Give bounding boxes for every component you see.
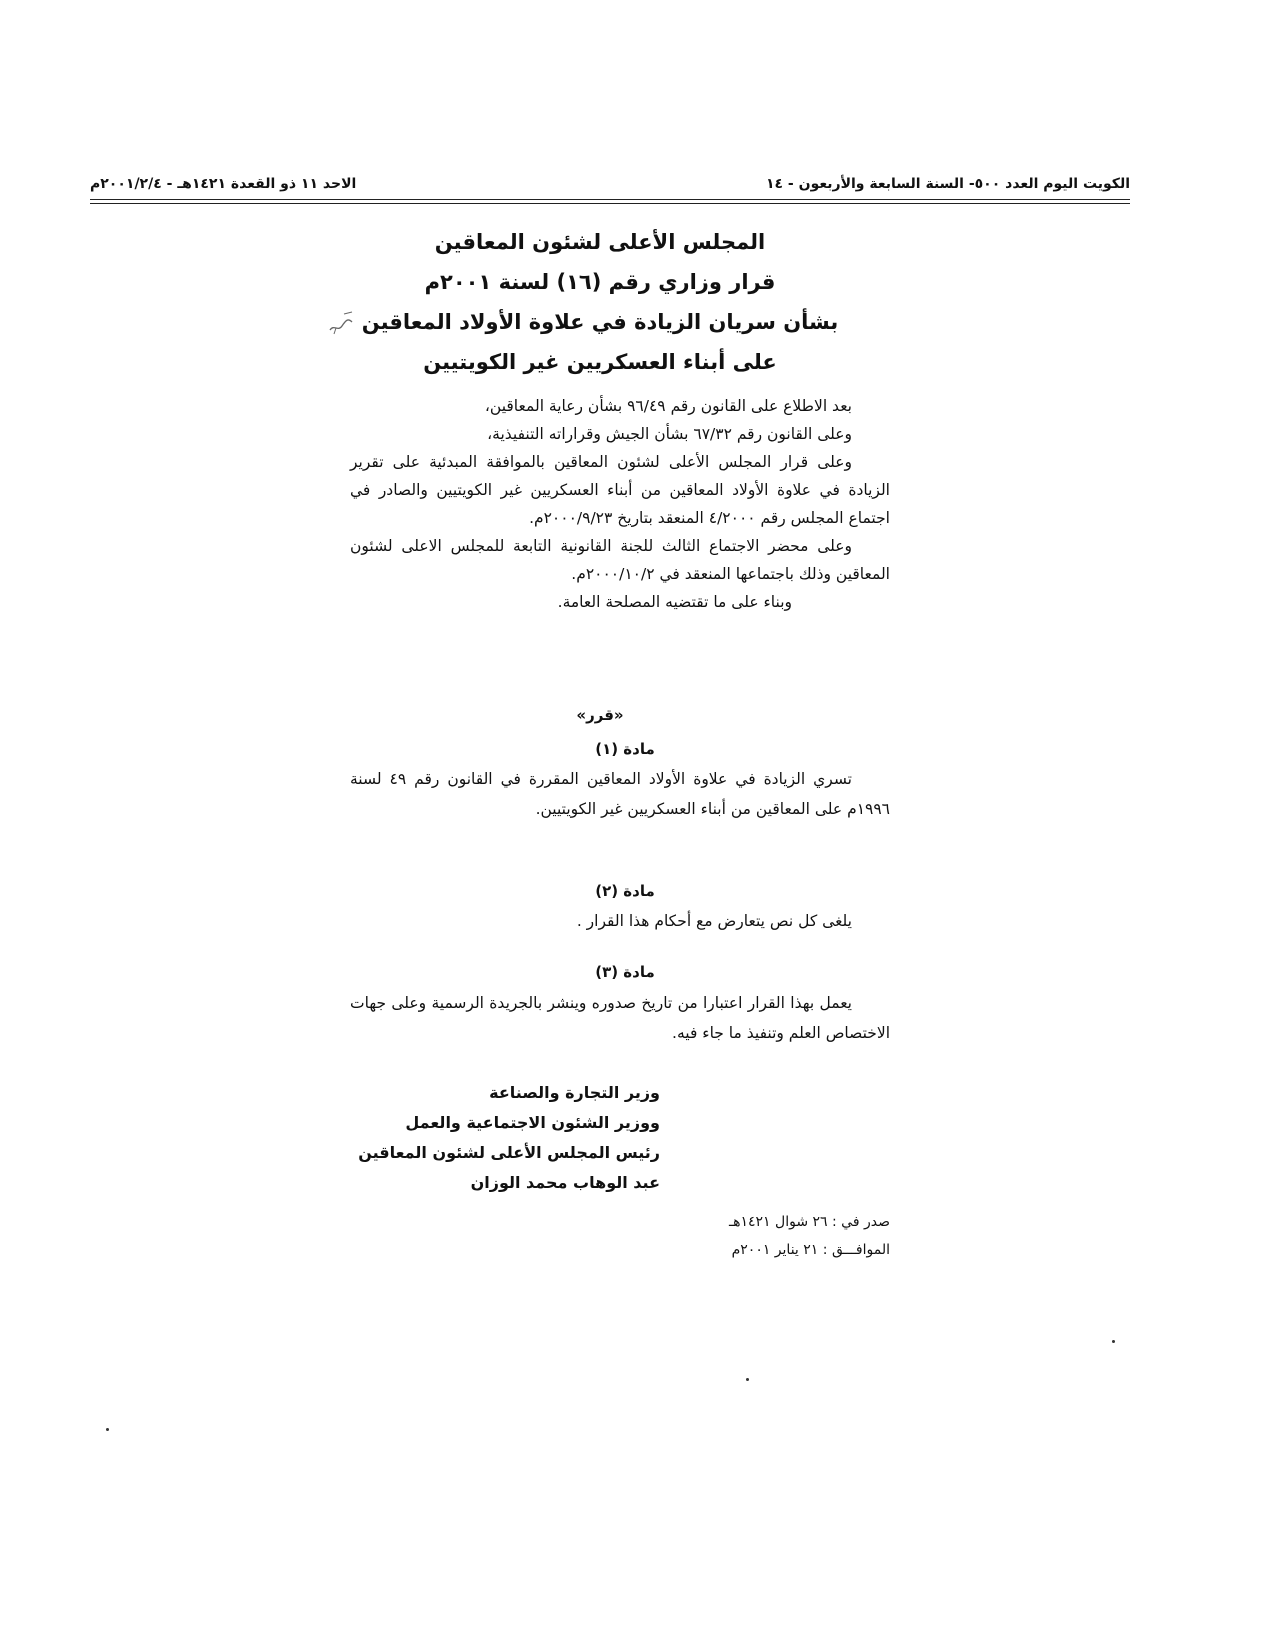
article-2-text: يلغى كل نص يتعارض مع أحكام هذا القرار . xyxy=(576,912,852,930)
article-2-body xyxy=(350,906,890,936)
header-rule-bottom xyxy=(90,203,1130,204)
preamble-paragraph: وعلى قرار المجلس الأعلى لشئون المعاقين بالموافقة المبدئية على تقرير الزيادة في علاوة الأولاد المعاقين من أبناء العسكريين غير الكويتيين والصادر في اجتماع المجلس رقم ٤/٢٠٠٠ المنعقد بتاريخ ٢٠٠٠/٩/٢٣م. xyxy=(350,453,890,527)
decree-number: قرار وزاري رقم (١٦) لسنة ٢٠٠١م xyxy=(424,270,776,294)
signature-block xyxy=(358,1078,660,1198)
article-1-body xyxy=(350,764,890,824)
article-3-body xyxy=(350,988,890,1048)
council-name: المجلس الأعلى لشئون المعاقين xyxy=(434,230,766,254)
scan-speck xyxy=(746,1378,749,1381)
header-rule-top xyxy=(90,199,1130,200)
article-3-heading: مادة (٣) xyxy=(595,963,655,981)
article-1-text: تسري الزيادة في علاوة الأولاد المعاقين المقررة في القانون رقم ٤٩ لسنة ١٩٩٦م على المعاقين من أبناء العسكريين غير الكويتيين. xyxy=(350,770,890,818)
article-3-text: يعمل بهذا القرار اعتبارا من تاريخ صدوره وينشر بالجريدة الرسمية وعلى جهات الاختصاص العلم وتنفيذ ما جاء فيه. xyxy=(350,994,890,1042)
handwritten-mark-icon xyxy=(326,308,356,338)
decree-subject-continued: على أبناء العسكريين غير الكويتيين xyxy=(423,350,777,374)
gazette-issue: الكويت اليوم العدد ٥٠٠- السنة السابعة والأربعون - ١٤ xyxy=(765,176,1130,192)
scan-speck xyxy=(1112,1340,1115,1343)
decided-heading: «قرر» xyxy=(576,706,624,724)
gazette-header xyxy=(90,176,1130,206)
decree-subject: بشأن سريان الزيادة في علاوة الأولاد المعاقين xyxy=(361,310,839,334)
gazette-date: الاحد ١١ ذو القعدة ١٤٢١هـ - ٢٠٠١/٢/٤م xyxy=(90,176,357,192)
article-2-heading: مادة (٢) xyxy=(595,882,655,900)
preamble-paragraph: وبناء على ما تقتضيه المصلحة العامة. xyxy=(557,593,792,611)
preamble-paragraph: وعلى القانون رقم ٦٧/٣٢ بشأن الجيش وقراراته التنفيذية، xyxy=(487,425,852,443)
preamble xyxy=(350,392,890,616)
signatory-title-2: ووزير الشئون الاجتماعية والعمل xyxy=(405,1113,660,1132)
article-1-heading: مادة (١) xyxy=(595,740,655,758)
issued-gregorian-date: الموافـــق : ٢١ يناير ٢٠٠١م xyxy=(731,1242,890,1258)
issue-dates xyxy=(660,1208,890,1264)
decree-title-block xyxy=(300,222,900,382)
preamble-paragraph: وعلى محضر الاجتماع الثالث للجنة القانونية التابعة للمجلس الاعلى لشئون المعاقين وذلك باجتماعها المنعقد في ٢٠٠٠/١٠/٢م. xyxy=(350,537,890,583)
signatory-title-1: وزير التجارة والصناعة xyxy=(489,1083,660,1102)
preamble-paragraph: بعد الاطلاع على القانون رقم ٩٦/٤٩ بشأن رعاية المعاقين، xyxy=(484,397,852,415)
signatory-name: عبد الوهاب محمد الوزان xyxy=(470,1173,660,1192)
signatory-title-3: رئيس المجلس الأعلى لشئون المعاقين xyxy=(358,1143,660,1162)
issued-hijri-date: صدر في : ٢٦ شوال ١٤٢١هـ xyxy=(729,1214,890,1230)
scan-speck xyxy=(106,1428,109,1431)
